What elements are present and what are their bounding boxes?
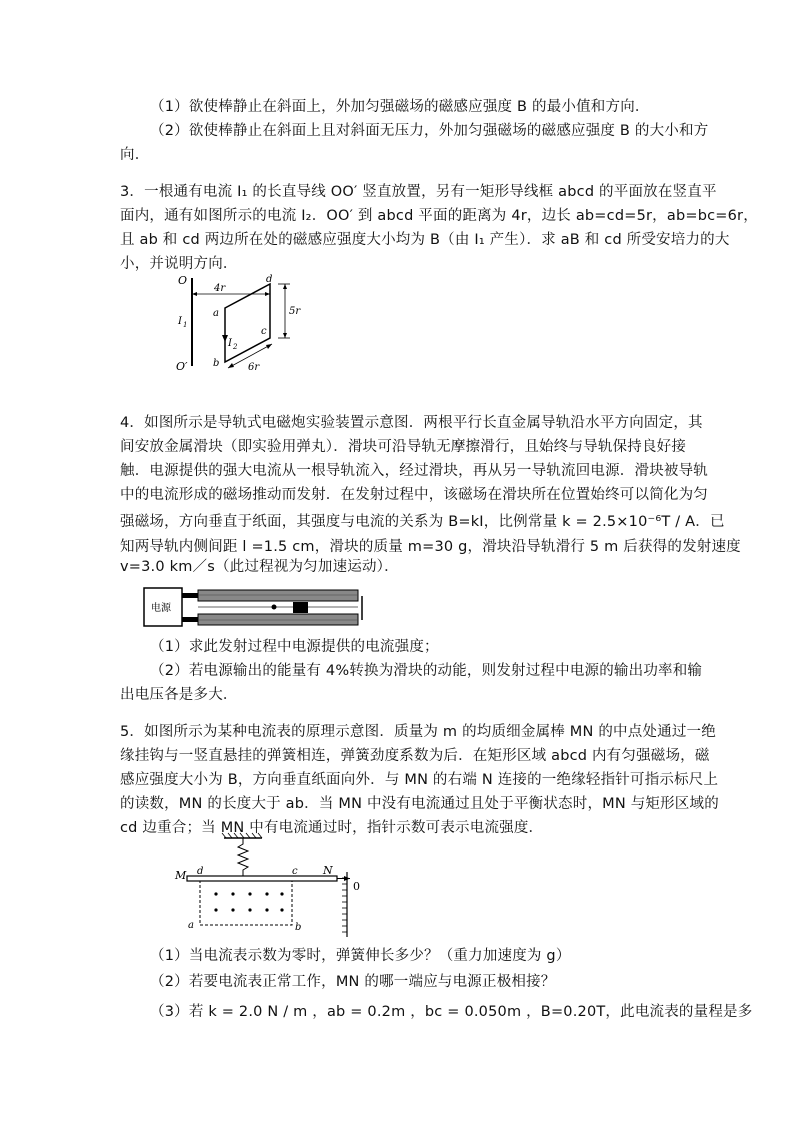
q3-line3: 且 ab 和 cd 两边所在处的磁感应强度大小均为 B（由 I₁ 产生）．求 aB 和 cd 所受安培力的大: [120, 232, 730, 248]
q4-figure: [142, 582, 367, 638]
label-a: a: [188, 920, 194, 931]
label-b: b: [295, 922, 302, 933]
rod-mn: [187, 876, 337, 881]
q4-line4: 中的电流形成的磁场推动而发射．在发射过程中，该磁场在滑块所在位置始终可以简化为匀: [120, 487, 708, 503]
spring: [238, 838, 248, 876]
label-c: c: [292, 866, 298, 877]
label-n: N: [323, 864, 333, 877]
q4-sub2-line2: 出电压各是多大．: [120, 687, 238, 703]
q4-line3: 触．电源提供的强大电流从一根导轨流入，经过滑块，再从另一导轨流回电源．滑块被导轨: [120, 463, 708, 479]
q5-sub3: （3）若 k = 2.0 N / m ，ab = 0.2m ，bc = 0.050m ，B=0.20T，此电流表的量程是多: [150, 1004, 753, 1020]
label-d: d: [197, 866, 204, 877]
field-region-abcd: [200, 881, 292, 925]
label-d: d: [266, 274, 273, 285]
q4-sub1: （1）求此发射过程中电源提供的电流强度；: [150, 639, 439, 655]
label-c: c: [261, 326, 267, 337]
dim-4r: 4r: [214, 283, 226, 294]
label-i1-sub: 1: [183, 321, 188, 329]
rail-bottom: [198, 614, 358, 625]
q2-sub2-line2: 向．: [120, 147, 150, 163]
q4-sub2-line1: （2）若电源输出的能量有 4%转换为滑块的动能，则发射过程中电源的输出功率和输: [150, 663, 703, 679]
label-o-prime: O′: [176, 360, 188, 373]
label-i1: I: [178, 316, 182, 327]
q5-sub2: （2）若要电流表正常工作，MN 的哪一端应与电源正极相接？: [150, 974, 556, 990]
dim-6r: 6r: [248, 362, 260, 373]
dim-5r: 5r: [289, 306, 301, 317]
q4-line7: v=3.0 km／s（此过程视为匀加速运动）．: [120, 559, 399, 575]
q5-line5: cd 边重合；当 MN 中有电流通过时，指针示数可表示电流强度．: [120, 820, 544, 836]
q4-line1: 4．如图所示是导轨式电磁炮实验装置示意图．两根平行长直金属导轨沿水平方向固定，其: [120, 415, 703, 431]
q5-line3: 感应强度大小为 B，方向垂直纸面向外．与 MN 的右端 N 连接的一绝缘轻指针可指示标尺上: [120, 772, 719, 788]
label-m: M: [175, 869, 187, 882]
power-source-label: 电源: [151, 603, 171, 614]
q5-line2: 缘挂钩与一竖直悬挂的弹簧相连，弹簧劲度系数为后．在矩形区域 abcd 内有匀强磁场，磁: [120, 748, 710, 764]
q4-line5: 强磁场，方向垂直于纸面，其强度与电流的关系为 B=kI，比例常量 k = 2.5×10⁻⁶T / A．已: [120, 514, 725, 530]
frame-abcd: [225, 284, 270, 362]
q4-line2: 间安放金属滑块（即实验用弹丸）．滑块可沿导轨无摩擦滑行，且始终与导轨保持良好接: [120, 439, 687, 455]
q5-line4: 的读数，MN 的长度大于 ab．当 MN 中没有电流通过且处于平衡状态时，MN 与矩形区域的: [120, 796, 719, 812]
label-a: a: [213, 308, 219, 319]
label-i2-sub: 2: [233, 343, 238, 351]
slider-block: [293, 602, 308, 613]
q4-line6: 知两导轨内侧间距 l =1.5 cm，滑块的质量 m=30 g，滑块沿导轨滑行 5 m 后获得的发射速度: [120, 539, 741, 555]
rail-top: [198, 590, 358, 601]
label-i2: I: [228, 338, 232, 349]
label-o: O: [178, 274, 188, 287]
q5-sub1: （1）当电流表示数为零时，弹簧伸长多少？（重力加速度为 g）: [150, 948, 571, 964]
q3-line2: 面内，通有如图所示的电流 I₂．OO′ 到 abcd 平面的距离为 4r，边长 ab=cd=5r，ab=bc=6r，: [120, 208, 758, 224]
field-dots: [214, 892, 283, 911]
q3-line1: 3．一根通有电流 I₁ 的长直导线 OO′ 竖直放置，另有一矩形导线框 abcd 的平面放在竖直平: [120, 184, 717, 200]
q5-figure: [172, 832, 372, 948]
label-b: b: [213, 358, 220, 369]
q2-sub1: （1）欲使棒静止在斜面上，外加匀强磁场的磁感应强度 B 的最小值和方向．: [150, 99, 650, 115]
q3-line4: 小，并说明方向．: [120, 256, 238, 272]
projectile-dot: [272, 605, 277, 610]
q5-line1: 5．如图所示为某种电流表的原理示意图．质量为 m 的均质细金属棒 MN 的中点处通过一绝: [120, 724, 716, 740]
q2-sub2-line1: （2）欲使棒静止在斜面上且对斜面无压力，外加匀强磁场的磁感应强度 B 的大小和方: [150, 123, 709, 139]
label-zero: 0: [353, 880, 360, 893]
q3-figure: [170, 270, 310, 384]
